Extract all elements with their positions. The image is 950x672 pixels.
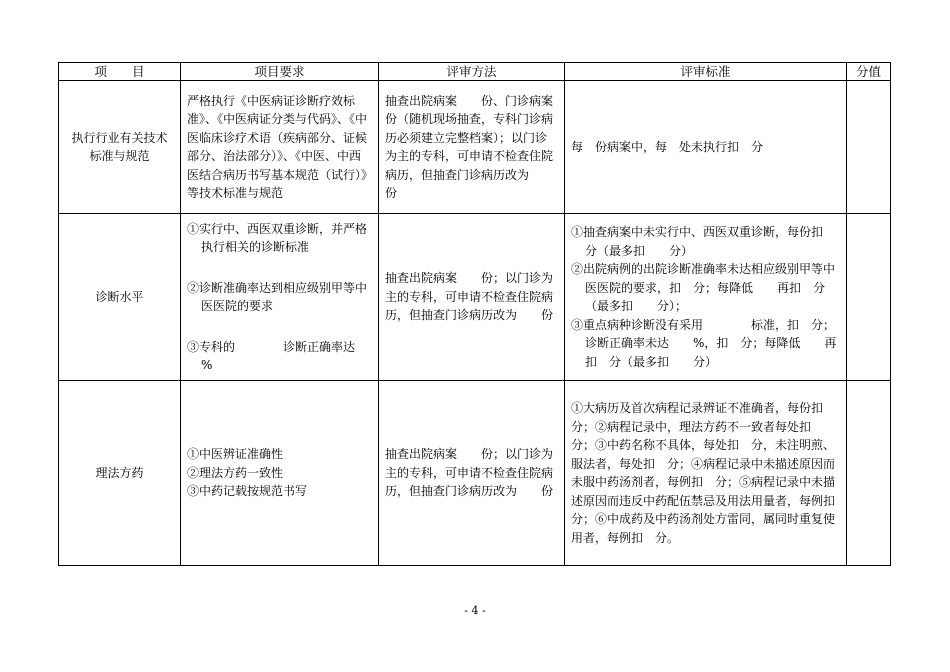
table-header-row — [59, 63, 891, 81]
requirement-item: ③中药记载按规范书写 — [187, 484, 308, 499]
requirement-text: 严格执行《中医病证诊断疗效标准》、《中医病证分类与代码》、《中医临床诊疗术语（疾病部分、证候部分、治法部分）》、《中医、中西医结合病历书写基本规范（试行）》等技术标准与规范 — [187, 93, 368, 200]
row-score — [847, 214, 891, 381]
evaluation-table — [58, 62, 891, 566]
row-item-name: 诊断水平 — [59, 214, 181, 381]
row-requirements — [181, 214, 379, 381]
row-standards — [565, 381, 847, 566]
header-standards: 评审标准 — [565, 63, 847, 81]
header-item: 项 目 — [59, 63, 181, 81]
requirement-item: ①实行中、西医双重诊断，并严格执行相关的诊断标准 — [187, 221, 368, 254]
row-standards — [565, 214, 854, 381]
standard-text: 每 份病案中，每 处未执行扣 分 — [571, 139, 764, 154]
header-score: 分值 — [847, 63, 891, 81]
row-requirements — [181, 381, 379, 566]
row-score — [847, 381, 891, 566]
method-text: 抽查出院病案 份；以门诊为主的专科，可申请不检查住院病历，但抽查门诊病历改为 份 — [385, 271, 554, 323]
row-method — [379, 214, 565, 381]
row-method — [379, 81, 578, 214]
page-number: - 4 - — [464, 604, 486, 617]
row-item-name: 理法方药 — [59, 381, 181, 566]
table-row — [59, 81, 891, 214]
method-text: 抽查出院病案 份、门诊病案 份（随机现场抽查，专科门诊病历必须建立完整档案）；以门诊为主的专科，可申请不检查住院病历，但抽查门诊病历改为 份 — [385, 93, 578, 200]
requirement-item: ③专科的 诊断正确率达 % — [187, 339, 380, 372]
requirement-item: ①中医辨证准确性 — [187, 447, 284, 462]
requirement-item: ②诊断准确率达到相应级别甲等中医医院的要求 — [187, 280, 368, 313]
header-requirements: 项目要求 — [181, 63, 379, 81]
table-row — [59, 381, 891, 566]
standard-item: ①抽查病案中未实行中、西医双重诊断，每份扣 分（最多扣 分） — [571, 225, 836, 258]
standard-text: ①大病历及首次病程记录辨证不准确者，每份扣 分；②病程记录中，理法方药不一致者每处扣 分；③中药名称不具体，每处扣 分，未注明煎、服法者，每处扣 分；④病程记录中未描述原因而未服中药汤剂者，每例扣 分；⑤病程记录中未描述原因而违反中药配伍禁忌及用法用量者，每例扣 分；⑥中成药及中药汤剂处方雷同，属同时重复使用者，每例扣 分。 — [571, 401, 848, 545]
row-item-name: 执行行业有关技术标准与规范 — [59, 81, 181, 214]
evaluation-table-sheet — [58, 62, 890, 566]
standard-item: ②出院病例的出院诊断准确率未达相应级别甲等中医医院的要求，扣 分；每降低 再扣 分（最多扣 分）； — [571, 262, 836, 313]
row-score — [847, 81, 891, 214]
row-method — [379, 381, 565, 566]
table-row — [59, 214, 891, 381]
header-method: 评审方法 — [379, 63, 565, 81]
standard-item: ③重点病种诊断没有采用 标准，扣 分； 诊断正确率未达 %，扣 分；每降低 再扣 分（最多扣 分） — [571, 317, 854, 369]
method-text: 抽查出院病案 份；以门诊为主的专科，可申请不检查住院病历，但抽查门诊病历改为 份 — [385, 447, 554, 499]
row-standards — [565, 81, 847, 214]
requirement-item: ②理法方药一致性 — [187, 465, 284, 480]
row-requirements — [181, 81, 379, 214]
